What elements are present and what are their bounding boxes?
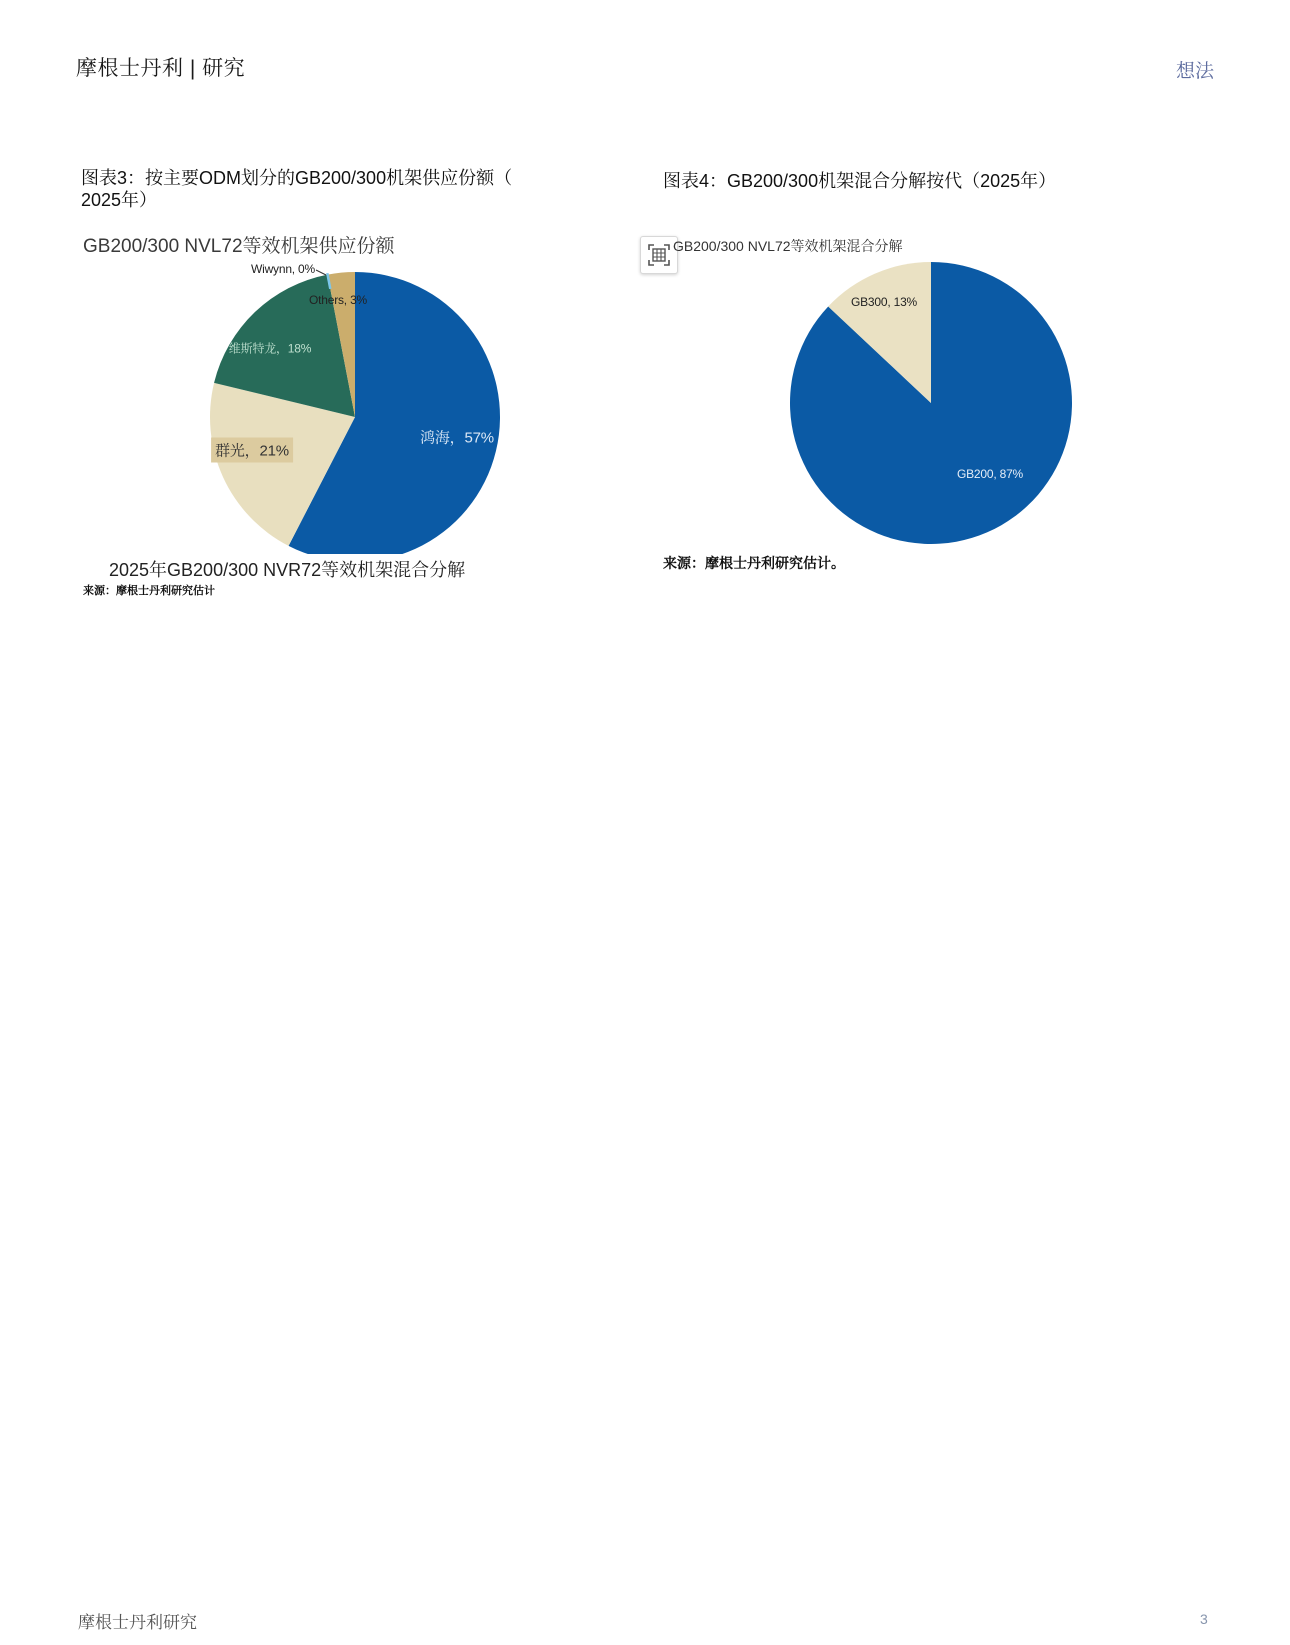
chart-2-pie <box>786 258 1076 548</box>
chart-2-title: GB200/300 NVL72等效机架混合分解 <box>673 238 903 254</box>
figure-3-title-line-2: 2025年） <box>81 190 158 210</box>
chart-1-title: GB200/300 NVL72等效机架供应份额 <box>83 236 395 257</box>
data-label-wistron: 维斯特龙，18% <box>228 341 312 356</box>
footer-publisher: 摩根士丹利研究 <box>78 1613 197 1632</box>
page-number: 3 <box>1200 1611 1208 1627</box>
data-label-quanta: 群光，21% <box>211 438 293 463</box>
data-label-others: Others, 3% <box>308 293 368 307</box>
header-brand: 摩根士丹利 | 研究 <box>76 57 246 80</box>
data-label-gb200: GB200, 87% <box>956 467 1024 481</box>
figure-3-caption: 2025年GB200/300 NVR72等效机架混合分解 <box>105 554 469 584</box>
figure-3-title <box>81 167 512 211</box>
wiwynn-leader-line <box>316 270 326 275</box>
figure-3-title-line-1: 图表3：按主要ODM划分的GB200/300机架供应份额（ <box>81 168 513 188</box>
figure-4-title: 图表4：GB200/300机架混合分解按代（2025年） <box>663 171 1057 191</box>
chart-1-pie <box>200 262 510 572</box>
figure-3-source: 来源：摩根士丹利研究估计 <box>83 585 215 597</box>
data-label-wiwynn: Wiwynn, 0% <box>250 262 316 276</box>
table-scan-icon <box>647 243 671 267</box>
figure-4-source: 来源：摩根士丹利研究估计。 <box>663 555 845 571</box>
data-label-gb300: GB300, 13% <box>850 295 918 309</box>
header-section-label: 想法 <box>1175 61 1214 82</box>
data-label-honhai: 鸿海，57% <box>420 429 494 447</box>
